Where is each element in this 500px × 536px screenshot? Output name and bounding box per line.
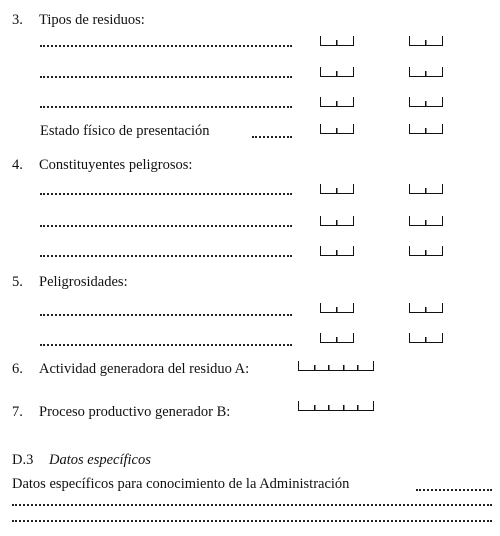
section-4-title: Constituyentes peligrosos: <box>39 157 193 173</box>
code-box-5-1-a[interactable] <box>320 303 354 313</box>
section-7-title: Proceso productivo generador B: <box>39 404 231 420</box>
section-3-title: Tipos de residuos: <box>39 12 145 28</box>
hazard-line-2[interactable] <box>40 344 292 346</box>
section-5-title: Peligrosidades: <box>39 274 128 290</box>
process-code-box[interactable] <box>298 401 374 411</box>
code-box-4-1-b[interactable] <box>409 184 443 194</box>
code-box-3-3-b[interactable] <box>409 97 443 107</box>
constituent-line-3[interactable] <box>40 255 292 257</box>
constituent-line-2[interactable] <box>40 225 292 227</box>
code-box-4-2-b[interactable] <box>409 216 443 226</box>
physical-state-dots[interactable] <box>252 136 292 138</box>
d3-title: Datos específicos <box>49 452 151 468</box>
d3-line-2[interactable] <box>12 520 492 522</box>
d3-description: Datos específicos para conocimiento de la Administración <box>12 476 350 492</box>
code-box-3-2-b[interactable] <box>409 67 443 77</box>
code-box-4-2-a[interactable] <box>320 216 354 226</box>
section-4-number: 4. <box>12 157 23 173</box>
section-6-number: 6. <box>12 361 23 377</box>
d3-number: D.3 <box>12 452 34 468</box>
code-box-3-4-a[interactable] <box>320 124 354 134</box>
section-5-number: 5. <box>12 274 23 290</box>
residue-type-line-2[interactable] <box>40 76 292 78</box>
code-box-4-1-a[interactable] <box>320 184 354 194</box>
code-box-3-1-a[interactable] <box>320 36 354 46</box>
code-box-5-1-b[interactable] <box>409 303 443 313</box>
code-box-3-4-b[interactable] <box>409 124 443 134</box>
code-box-3-3-a[interactable] <box>320 97 354 107</box>
code-box-4-3-b[interactable] <box>409 246 443 256</box>
constituent-line-1[interactable] <box>40 193 292 195</box>
code-box-3-2-a[interactable] <box>320 67 354 77</box>
code-box-5-2-b[interactable] <box>409 333 443 343</box>
activity-code-box[interactable] <box>298 361 374 371</box>
d3-line-0[interactable] <box>416 489 492 491</box>
section-3-number: 3. <box>12 12 23 28</box>
residue-type-line-3[interactable] <box>40 106 292 108</box>
code-box-4-3-a[interactable] <box>320 246 354 256</box>
section-6-title: Actividad generadora del residuo A: <box>39 361 250 377</box>
residue-type-line-1[interactable] <box>40 45 292 47</box>
hazard-line-1[interactable] <box>40 314 292 316</box>
d3-line-1[interactable] <box>12 504 492 506</box>
code-box-5-2-a[interactable] <box>320 333 354 343</box>
code-box-3-1-b[interactable] <box>409 36 443 46</box>
section-7-number: 7. <box>12 404 23 420</box>
physical-state-label: Estado físico de presentación <box>40 123 210 139</box>
